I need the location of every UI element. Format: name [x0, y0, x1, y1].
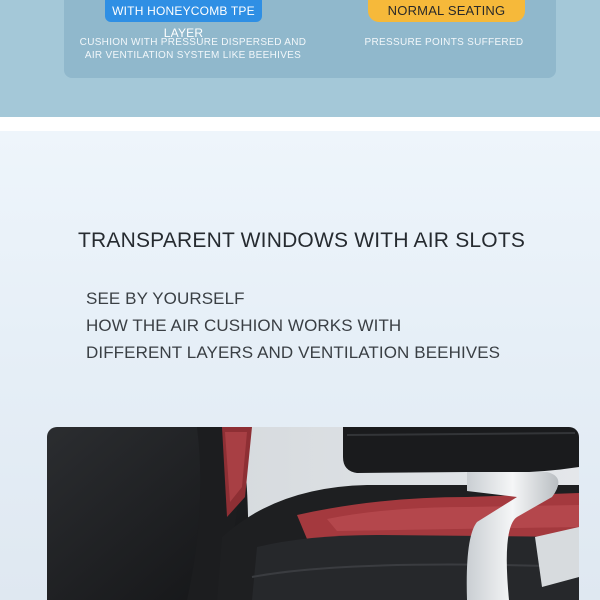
honeycomb-caption — [70, 36, 316, 62]
honeycomb-tag: WITH HONEYCOMB TPE LAYER — [105, 0, 262, 22]
feature-headline: TRANSPARENT WINDOWS WITH AIR SLOTS — [78, 229, 526, 252]
feature-description-line: DIFFERENT LAYERS AND VENTILATION BEEHIVES — [86, 343, 501, 362]
chair-illustration — [47, 427, 579, 600]
honeycomb-caption-line2: AIR VENTILATION SYSTEM LIKE BEEHIVES — [84, 50, 302, 61]
section-divider — [0, 117, 600, 131]
normal-seating-caption: PRESSURE POINTS SUFFERED — [364, 37, 524, 48]
honeycomb-caption-line1: CUSHION WITH PRESSURE DISPERSED AND — [79, 37, 307, 48]
normal-seating-tag: NORMAL SEATING — [368, 0, 525, 22]
comparison-section — [0, 0, 600, 117]
feature-description-line: SEE BY YOURSELF — [86, 289, 245, 308]
feature-description-line: HOW THE AIR CUSHION WORKS WITH — [86, 316, 402, 335]
chair-photo — [47, 427, 579, 600]
